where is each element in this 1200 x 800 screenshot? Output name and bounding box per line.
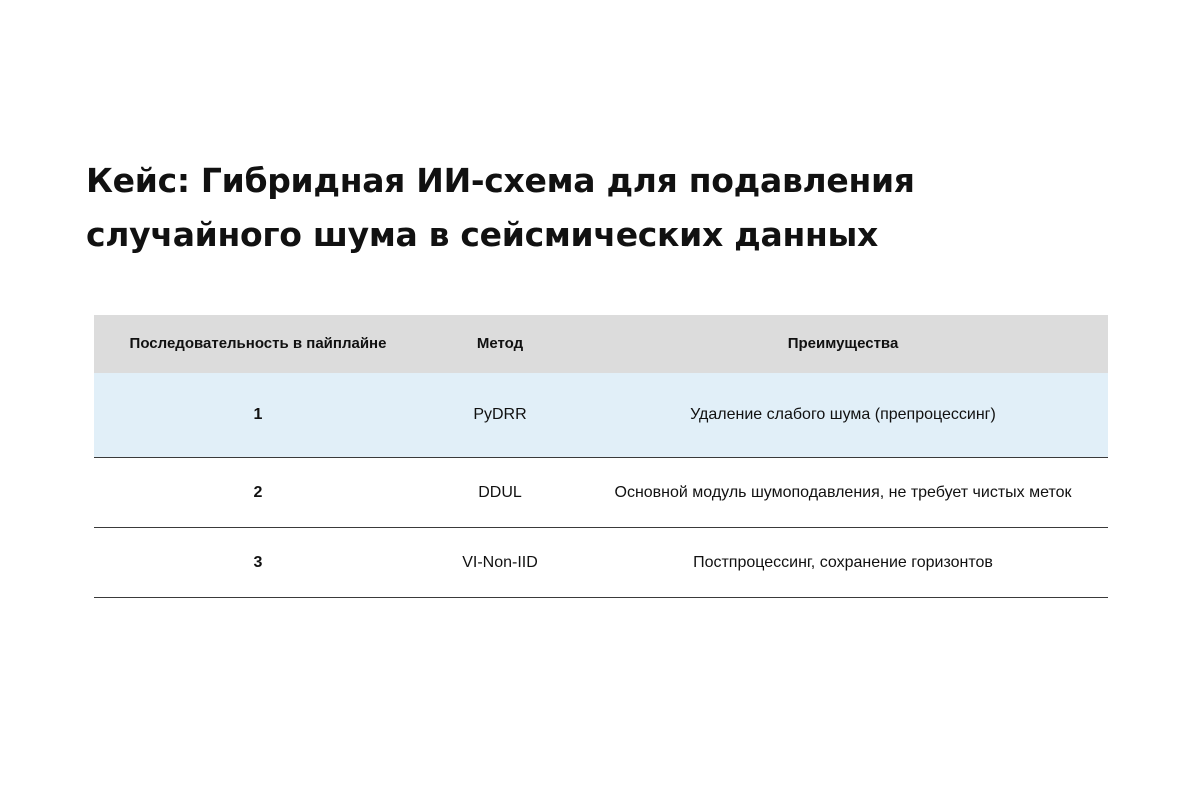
table-row [94, 528, 1108, 598]
column-header-sequence: Последовательность в пайплайне [94, 315, 422, 373]
column-header-method: Метод [422, 315, 578, 373]
table-header [94, 315, 1108, 373]
table-row [94, 373, 1108, 458]
method-name: DDUL [422, 458, 578, 528]
step-number: 1 [94, 373, 422, 458]
step-number: 3 [94, 528, 422, 598]
method-name: VI-Non-IID [422, 528, 578, 598]
table-header-row [94, 315, 1108, 373]
page-title: Кейс: Гибридная ИИ-схема для подавления случайного шума в сейсмических данных [86, 161, 915, 254]
method-name: PyDRR [422, 373, 578, 458]
table-row [94, 458, 1108, 528]
method-advantage: Постпроцессинг, сохранение горизонтов [578, 528, 1108, 598]
step-number: 2 [94, 458, 422, 528]
column-header-advantages: Преимущества [578, 315, 1108, 373]
table-body [94, 373, 1108, 598]
methods-table [94, 315, 1108, 598]
method-advantage: Удаление слабого шума (препроцессинг) [578, 373, 1108, 458]
method-advantage: Основной модуль шумоподавления, не требует чистых меток [578, 458, 1108, 528]
pipeline-table [94, 315, 1108, 598]
